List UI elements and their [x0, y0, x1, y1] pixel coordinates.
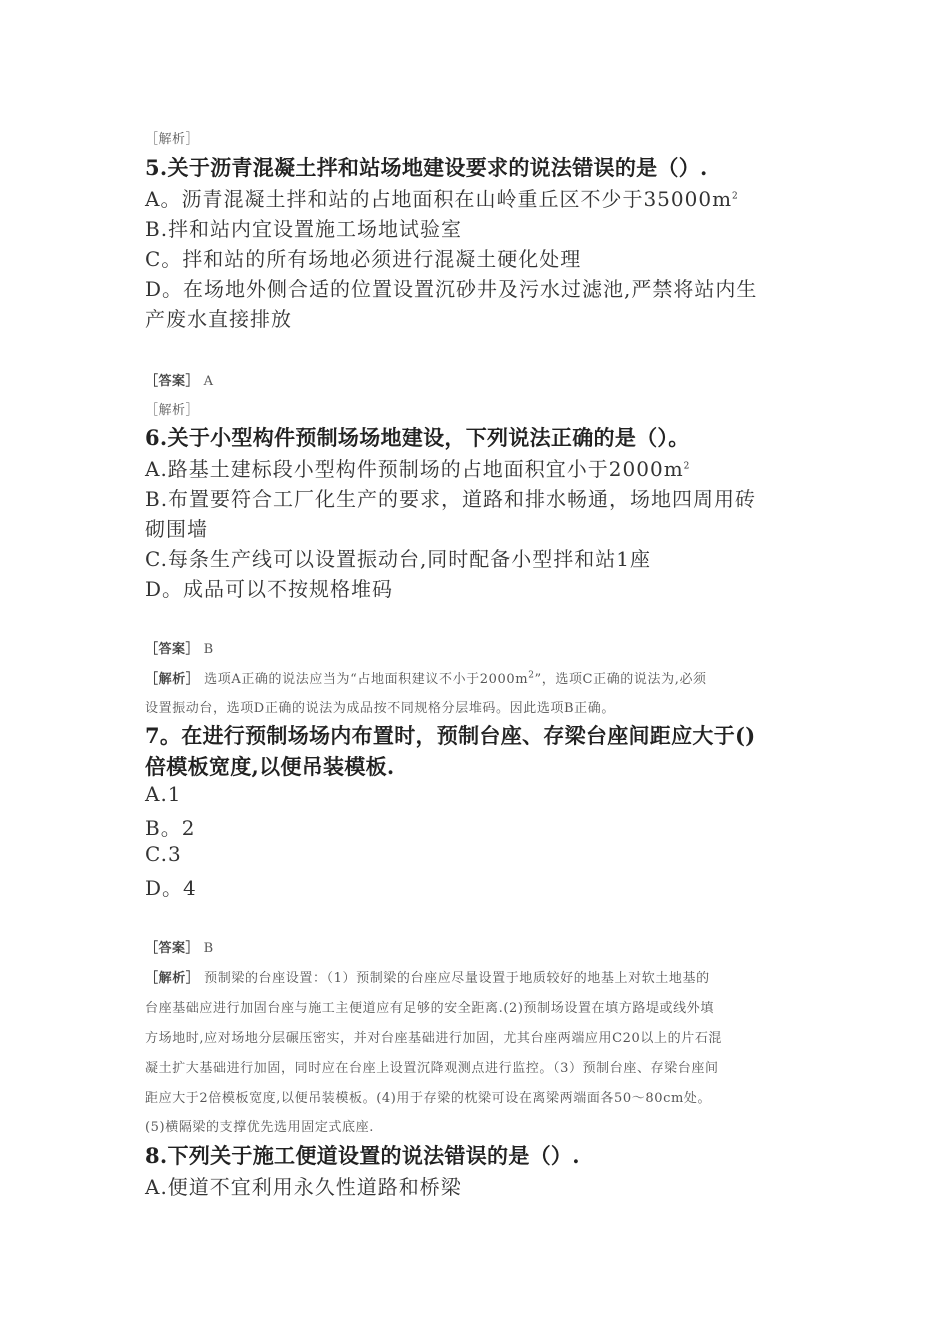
q6-analysis-line1	[145, 668, 707, 687]
q6-analysis-line1-a: 选项A正确的说法应当为“占地面积建议不小于2000m	[204, 672, 529, 687]
q5-answer	[145, 370, 214, 389]
q7-answer-value: B	[203, 941, 214, 956]
q7-analysis-line1-text: 预制梁的台座设置：（1）预制梁的台座应尽量设置于地质较好的地基上对软土地基的	[204, 971, 710, 986]
q7-analysis-label: ［解析］	[145, 971, 200, 986]
q6-answer	[145, 638, 214, 657]
q6-option-b-line2: 砌围墙	[145, 517, 208, 541]
q7-option-c: C.3	[145, 842, 182, 866]
q5-option-d-line1: D。在场地外侧合适的位置设置沉砂井及污水过滤池,严禁将站内生	[145, 277, 758, 301]
q6-analysis-line2: 设置振动台，选项D正确的说法为成品按不同规格分层堆码。因此选项B正确。	[145, 701, 615, 716]
q5-pre-analysis-label: ［解析］	[145, 132, 200, 147]
q7-analysis-line6: (5)横隔梁的支撑优先选用固定式底座.	[145, 1120, 374, 1135]
q5-option-d-line2: 产废水直接排放	[145, 307, 292, 331]
q6-option-a	[145, 453, 690, 482]
q8-option-a: A.便道不宜利用永久性道路和桥梁	[145, 1175, 462, 1199]
q6-question: 6.关于小型构件预制场场地建设，下列说法正确的是（）。	[145, 425, 690, 450]
q5-option-a-sup: 2	[732, 191, 739, 202]
q7-analysis-line3: 方场地时,应对场地分层碾压密实，并对台座基础进行加固，尤其台座两端应用C20以上的片石混	[145, 1031, 723, 1046]
q5-option-a	[145, 183, 739, 212]
q5-option-b: B.拌和站内宜设置施工场地试验室	[145, 217, 463, 241]
q5-question: 5.关于沥青混凝土拌和站场地建设要求的说法错误的是（）.	[145, 155, 708, 180]
q6-option-b-line1: B.布置要符合工厂化生产的要求，道路和排水畅通，场地四周用砖	[145, 487, 757, 511]
q7-option-b: B。2	[145, 816, 196, 840]
q6-option-d: D。成品可以不按规格堆码	[145, 577, 394, 601]
q7-question-line1: 7。在进行预制场场内布置时，预制台座、存梁台座间距应大于()	[145, 723, 756, 748]
q7-answer	[145, 937, 214, 956]
q5-option-c: C。拌和站的所有场地必须进行混凝土硬化处理	[145, 247, 582, 271]
q6-option-a-sup: 2	[683, 461, 691, 472]
q5-answer-label: ［答案］	[145, 374, 200, 389]
q6-answer-label: ［答案］	[145, 642, 200, 657]
q5-analysis-label: ［解析］	[145, 403, 200, 418]
q7-option-d: D。4	[145, 876, 197, 900]
q7-question-line2: 倍模板宽度,以便吊装模板.	[145, 754, 395, 779]
q6-analysis-line1-b: ”，选项C正确的说法为,必须	[534, 672, 707, 687]
q7-analysis-line2: 台座基础应进行加固台座与施工主便道应有足够的安全距离.(2)预制场设置在填方路堤或线外填	[145, 1001, 714, 1016]
q7-analysis-line5: 距应大于2倍模板宽度,以便吊装模板。(4)用于存梁的枕梁可设在离梁两端面各50～80cm处。	[145, 1091, 712, 1106]
q7-option-a: A.1	[145, 782, 182, 806]
q6-analysis-line1-sup: 2	[528, 670, 535, 681]
q6-analysis-label: ［解析］	[145, 672, 200, 687]
q5-answer-value: A	[203, 374, 214, 389]
q8-question: 8.下列关于施工便道设置的说法错误的是（）.	[145, 1143, 580, 1168]
q6-option-a-text: A.路基土建标段小型构件预制场的占地面积宜小于2000m	[145, 457, 684, 481]
q7-analysis-line4: 凝土扩大基础进行加固，同时应在台座上设置沉降观测点进行监控。（3）预制台座、存梁台座间	[145, 1061, 719, 1076]
q6-option-c: C.每条生产线可以设置振动台,同时配备小型拌和站1座	[145, 547, 652, 571]
q6-answer-value: B	[203, 642, 214, 657]
q7-answer-label: ［答案］	[145, 941, 200, 956]
q7-analysis-line1	[145, 967, 710, 986]
q5-option-a-text: A。沥青混凝土拌和站的占地面积在山岭重丘区不少于35000m	[145, 187, 733, 211]
